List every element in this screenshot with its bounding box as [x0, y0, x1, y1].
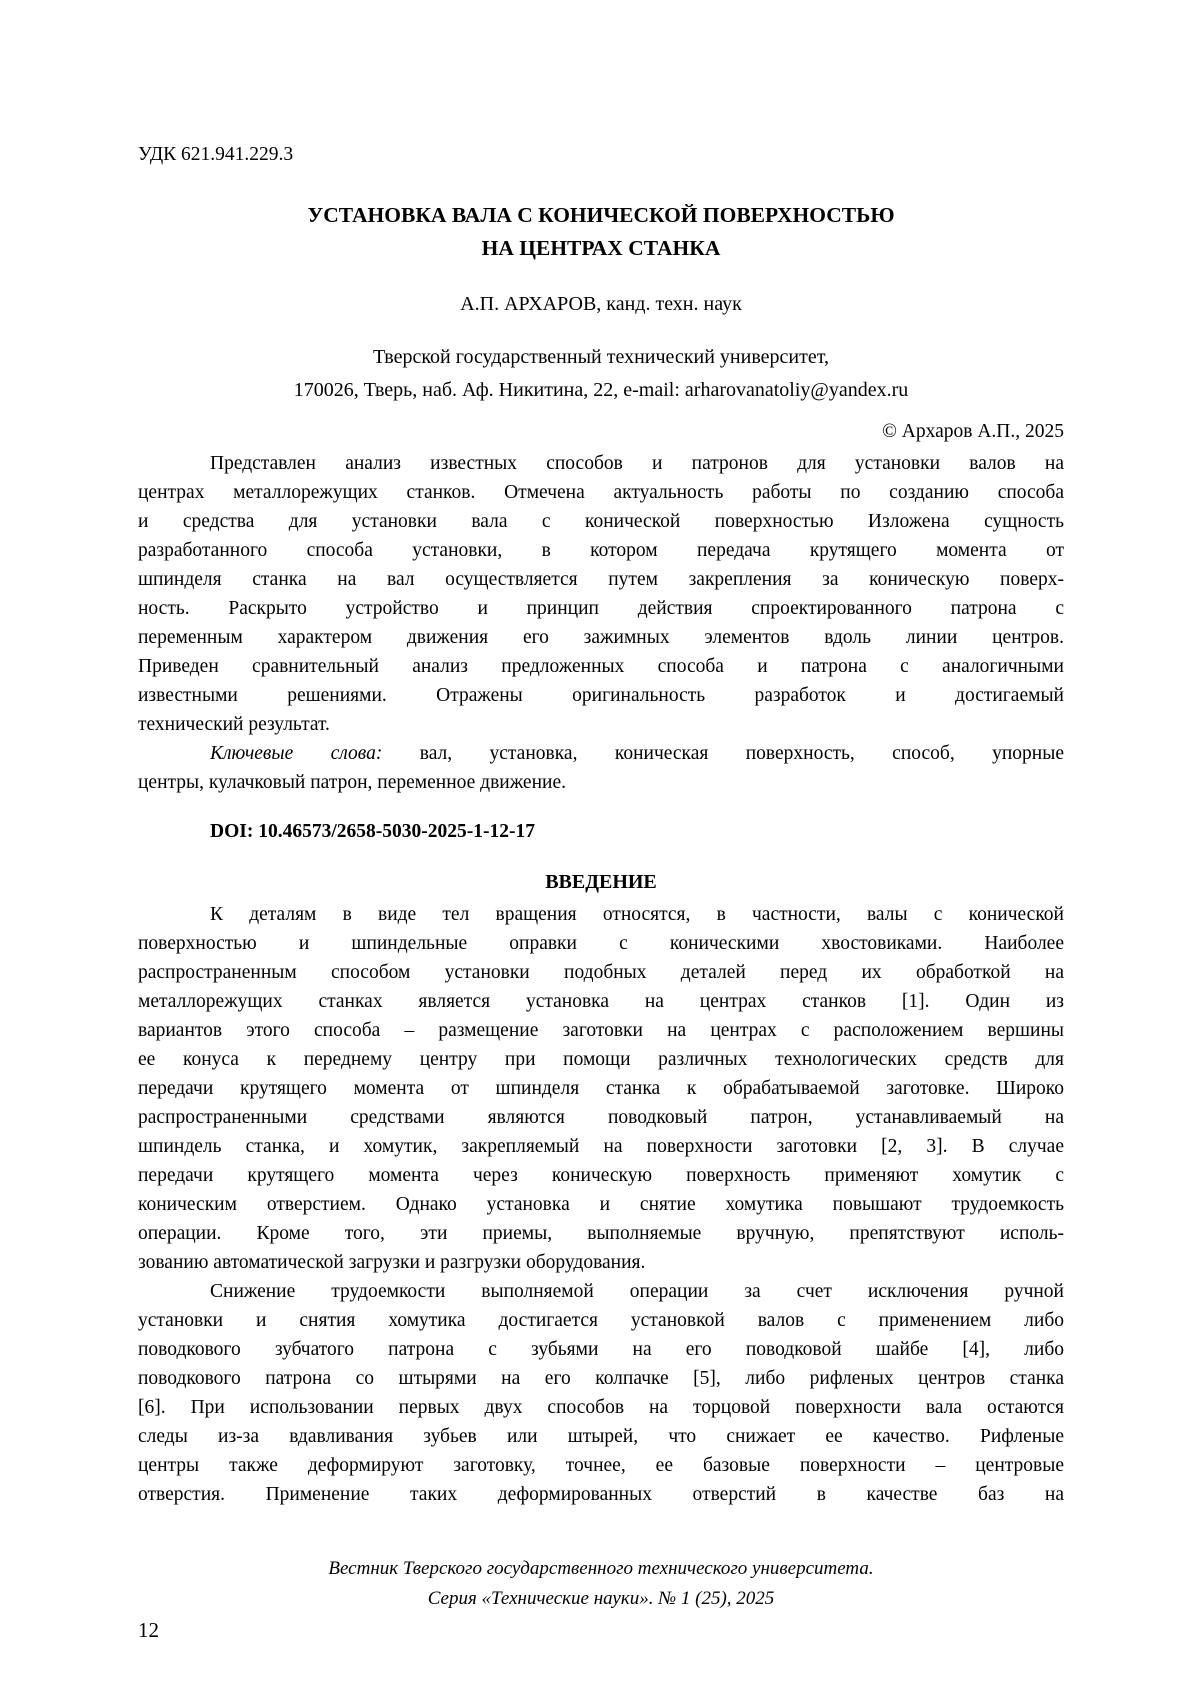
- page-number: 12: [138, 1618, 159, 1642]
- introduction-paragraph-1: [138, 900, 1064, 1277]
- copyright-line: © Архаров А.П., 2025: [882, 421, 1064, 442]
- text-line: и средства для установки вала с конической поверхностью Изложена сущность: [138, 511, 1064, 532]
- text-line: переменным характером движения его зажимных элементов вдоль линии центров.: [138, 627, 1064, 648]
- text-line: шпинделя станка на вал осуществляется путем закрепления за коническую поверх-: [138, 569, 1064, 590]
- udc-code: УДК 621.941.229.3: [138, 144, 294, 165]
- journal-footer: [138, 1554, 1064, 1614]
- text-line: К деталям в виде тел вращения относятся, в частности, валы с конической: [210, 904, 1064, 925]
- text-line: известными решениями. Отражены оригинальность разработок и достигаемый: [138, 685, 1064, 706]
- author-line: А.П. АРХАРОВ, канд. техн. наук: [460, 293, 742, 315]
- section-heading-introduction: ВВЕДЕНИЕ: [545, 871, 657, 893]
- text-line: операции. Кроме того, эти приемы, выполняемые вручную, препятствуют исполь-: [138, 1223, 1064, 1244]
- abstract-paragraph: [138, 449, 1064, 739]
- affiliation: [138, 341, 1064, 407]
- text-line: [6]. При использовании первых двух способов на торцовой поверхности вала остаются: [138, 1397, 1064, 1418]
- doi-line: DOI: 10.46573/2658-5030-2025-1-12-17: [210, 821, 535, 842]
- article-title-line-1: УСТАНОВКА ВАЛА С КОНИЧЕСКОЙ ПОВЕРХНОСТЬЮ: [307, 203, 895, 227]
- keywords-paragraph: [138, 739, 1064, 797]
- text-line: передачи крутящего момента от шпинделя станка к обрабатываемой заготовке. Широко: [138, 1078, 1064, 1099]
- text-line: вариантов этого способа – размещение заготовки на центрах с расположением вершины: [138, 1020, 1064, 1041]
- text-line: ность. Раскрыто устройство и принцип действия спроектированного патрона с: [138, 598, 1064, 619]
- keywords-label: Ключевые слова:: [210, 743, 383, 764]
- text-line: поводкового зубчатого патрона с зубьями на его поводковой шайбе [4], либо: [138, 1339, 1064, 1360]
- text-line: шпиндель станка, и хомутик, закрепляемый на поверхности заготовки [2, 3]. В случае: [138, 1136, 1064, 1157]
- introduction-paragraph-2: [138, 1277, 1064, 1509]
- journal-footer-line-1: Вестник Тверского государственного технического университета.: [328, 1558, 874, 1579]
- text-line: Представлен анализ известных способов и патронов для установки валов на: [210, 453, 1064, 474]
- journal-footer-line-2: Серия «Технические науки». № 1 (25), 2025: [427, 1588, 775, 1609]
- keywords-line-2: центры, кулачковый патрон, переменное движение.: [138, 772, 566, 793]
- text-line: следы из-за вдавливания зубьев или штырей, что снижает ее качество. Рифленые: [138, 1426, 1064, 1447]
- text-line: технический результат.: [138, 714, 330, 735]
- text-line: коническим отверстием. Однако установка и снятие хомутика повышают трудоемкость: [138, 1194, 1064, 1215]
- text-line: металлорежущих станках является установка на центрах станков [1]. Один из: [138, 991, 1064, 1012]
- text-line: ее конуса к переднему центру при помощи различных технологических средств для: [138, 1049, 1064, 1070]
- text-line: установки и снятия хомутика достигается установкой валов с применением либо: [138, 1310, 1064, 1331]
- keywords-first-line-rest: вал, установка, коническая поверхность, способ, упорные: [382, 743, 1064, 764]
- text-line: распространенными средствами являются поводковый патрон, устанавливаемый на: [138, 1107, 1064, 1128]
- text-line: зованию автоматической загрузки и разгрузки оборудования.: [138, 1252, 646, 1273]
- affiliation-line-1: Тверской государственный технический университет,: [373, 346, 829, 368]
- text-line: центры также деформируют заготовку, точнее, ее базовые поверхности – центровые: [138, 1455, 1064, 1476]
- text-line: поверхностью и шпиндельные оправки с коническими хвостовиками. Наиболее: [138, 933, 1064, 954]
- keywords-line-1: [138, 739, 1064, 768]
- article-title: [138, 199, 1064, 265]
- text-line: разработанного способа установки, в котором передача крутящего момента от: [138, 540, 1064, 561]
- text-line: Приведен сравнительный анализ предложенных способа и патрона с аналогичными: [138, 656, 1064, 677]
- text-line: передачи крутящего момента через коническую поверхность применяют хомутик с: [138, 1165, 1064, 1186]
- affiliation-line-2: 170026, Тверь, наб. Аф. Никитина, 22, e-mail: arharovanatoliy@yandex.ru: [293, 379, 909, 401]
- text-line: распространенным способом установки подобных деталей перед их обработкой на: [138, 962, 1064, 983]
- text-line: центрах металлорежущих станков. Отмечена актуальность работы по созданию способа: [138, 482, 1064, 503]
- text-line: Снижение трудоемкости выполняемой операции за счет исключения ручной: [210, 1281, 1064, 1302]
- text-line: поводкового патрона со штырями на его колпачке [5], либо рифленых центров станка: [138, 1368, 1064, 1389]
- article-title-line-2: НА ЦЕНТРАХ СТАНКА: [481, 236, 721, 260]
- text-line: отверстия. Применение таких деформированных отверстий в качестве баз на: [138, 1484, 1064, 1505]
